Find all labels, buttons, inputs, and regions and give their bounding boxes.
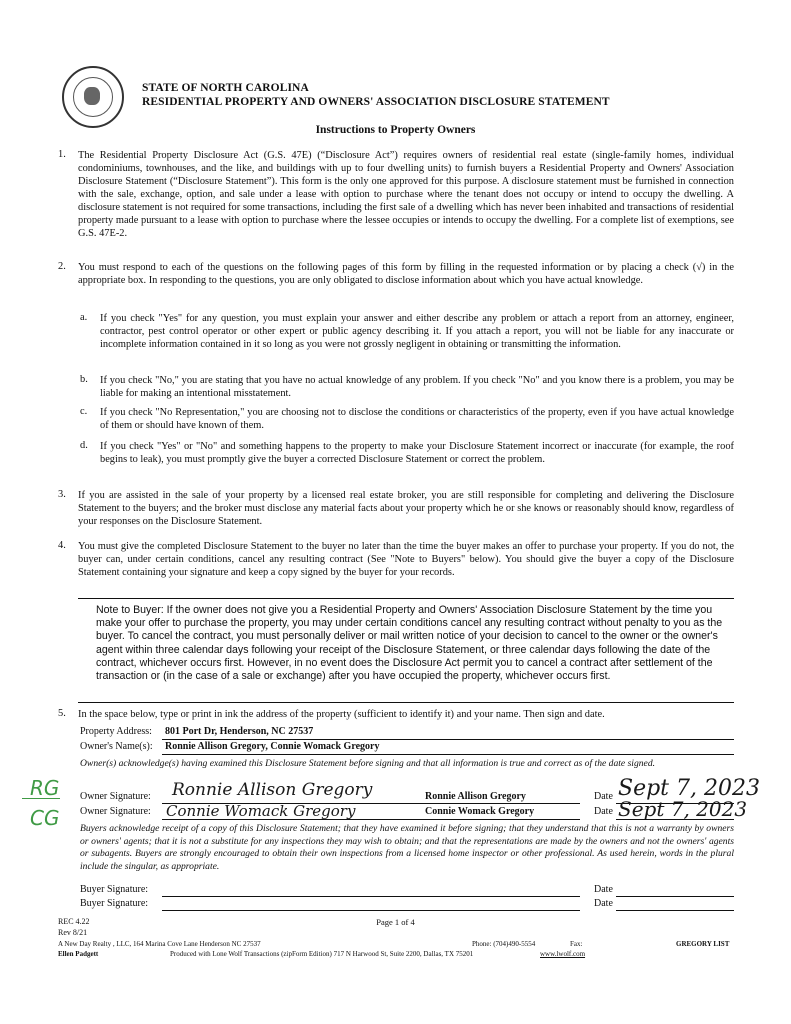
buyer1-date-label: Date	[594, 884, 613, 895]
website-link[interactable]: www.lwolf.com	[540, 950, 586, 958]
note-bottom-rule	[78, 702, 734, 703]
initials-divider	[22, 798, 60, 799]
property-address-label: Property Address:	[80, 726, 152, 737]
owner2-date-line	[616, 819, 734, 820]
page-number: Page 1 of 4	[376, 917, 415, 927]
note-top-rule	[78, 598, 734, 599]
buyer2-date-label: Date	[594, 898, 613, 909]
owner2-printed-name: Connie Womack Gregory	[425, 806, 535, 817]
owner1-handwritten-signature[interactable]: Ronnie Allison Gregory	[172, 780, 373, 800]
owner1-initials: RG	[30, 776, 60, 800]
note-to-buyer: Note to Buyer: If the owner does not give you a Residential Property and Owners' Association Disclosure Statement by the time you make your offer to purchase the property, you may under certain conditions cancel any resulting contract without penalty to you as the buyer. To cancel the contract, you must personally deliver or mail written notice of your decision to cancel to the owner or the owner's agent within three calendar days following your receipt of the Disclosure Statement, or three calendar days following the date of the contract, whichever occurs first. However, in no event does the Disclosure Act permit you to cancel a contract after settlement of the transaction or (in the case of a sale or exchange) after you have occupied the property, whichever occurs first.	[96, 604, 723, 683]
buyer1-signature-label: Buyer Signature:	[80, 884, 149, 895]
state-heading: STATE OF NORTH CAROLINA	[142, 82, 309, 94]
owners-name-label: Owner's Name(s):	[80, 741, 153, 752]
item-1-text: The Residential Property Disclosure Act (G.S. 47E) (“Disclosure Act”) requires owners of residential real estate (single-family homes, individual condominiums, townhouses, and the like, and buildings with up to four dwelling units) to furnish buyers a Residential Property and Owners' Association Disclosure Statement (“Disclosure Statement”). This form is the only one approved for this purpose. A disclosure statement must be furnished in connection with the sale, exchange, option, and sale under a lease with option to purchase where the tenant does not occupy or intend to occupy the dwelling. A disclosure statement is not required for some transactions, including the first sale of a dwelling which has never been inhabited and transactions of residential property made pursuant to a lease with option to purchase where the lessee occupies or intends to occupy the dwelling. For a complete list of exemptions, see G.S. 47E-2.	[78, 150, 734, 239]
item-2b-letter: b.	[80, 374, 88, 385]
buyer2-date-line[interactable]	[616, 910, 734, 911]
item-2-text: You must respond to each of the questions on the following pages of this form by filling in the requested information or by placing a check (√) in the appropriate box. In responding to the questions, you are only obligated to disclose information about which you have actual knowledge.	[78, 262, 734, 286]
form-title: RESIDENTIAL PROPERTY AND OWNERS' ASSOCIATION DISCLOSURE STATEMENT	[142, 96, 610, 108]
item-5-number: 5.	[58, 708, 66, 719]
buyer-acknowledgement: Buyers acknowledge receipt of a copy of this Disclosure Statement; that they have examined it before signing; that they understand that this is not a warranty by owners or owners' agents; that it is not a substitute for any inspections they may wish to obtain; and that the representations are made by the owners and not the owners' agents or subagents. Buyers are strongly encouraged to obtain their own inspections from a licensed home inspector or other professional. As used herein, words in the plural include the singular, as appropriate.	[80, 823, 734, 872]
owner2-initials: CG	[30, 806, 60, 830]
owner1-printed-name: Ronnie Allison Gregory	[425, 791, 526, 802]
owner1-date-value[interactable]: Sept 7, 2023	[618, 776, 760, 801]
agency-fax: Fax:	[570, 940, 583, 948]
item-2c-text: If you check "No Representation," you are choosing not to disclose the conditions or characteristics of the property, even if you have actual knowledge of them or should have known of them.	[100, 407, 734, 431]
buyer2-signature-label: Buyer Signature:	[80, 898, 149, 909]
owner-acknowledgement: Owner(s) acknowledge(s) having examined this Disclosure Statement before signing and that all information is true and correct as of the date signed.	[80, 758, 656, 769]
address-line	[162, 739, 734, 740]
instructions-title: Instructions to Property Owners	[315, 124, 476, 136]
state-seal-logo	[62, 66, 124, 128]
form-number: REC 4.22	[58, 917, 90, 926]
item-2a-text: If you check "Yes" for any question, you must explain your answer and either describe any problem or attach a report from an attorney, engineer, contractor, pest control operator or other expert or public agency describing it. If you attach a report, you will not be liable for any inaccurate or incomplete information contained in it so long as you were not grossly negligent in obtaining or transmitting the information.	[100, 313, 734, 350]
owner1-date-label: Date	[594, 791, 613, 802]
item-3-text: If you are assisted in the sale of your property by a licensed real estate broker, you are still responsible for completing and delivering the Disclosure Statement to the buyers; and the broker must disclose any material facts about your property which he or she knows or reasonably should know, regardless of your responses on the Disclosure Statement.	[78, 490, 734, 527]
item-3-number: 3.	[58, 489, 66, 500]
buyer2-signature-line[interactable]	[162, 910, 580, 911]
item-2d-letter: d.	[80, 440, 88, 451]
owner2-handwritten-signature[interactable]: Connie Womack Gregory	[166, 802, 356, 820]
property-address-value[interactable]: 801 Port Dr, Henderson, NC 27537	[165, 726, 314, 737]
owner2-date-label: Date	[594, 806, 613, 817]
form-revision: Rev 8/21	[58, 928, 88, 937]
item-1-number: 1.	[58, 149, 66, 160]
item-2d-text: If you check "Yes" or "No" and something happens to the property to make your Disclosure Statement incorrect or inaccurate (for example, the roof begins to leak), you must promptly give the buyer a corrected Disclosure Statement or correct the problem.	[100, 441, 734, 465]
owners-name-value[interactable]: Ronnie Allison Gregory, Connie Womack Gregory	[165, 741, 380, 752]
agent-name: Ellen Padgett	[58, 950, 99, 958]
buyer1-date-line[interactable]	[616, 896, 734, 897]
item-2c-letter: c.	[80, 406, 88, 417]
item-2b-text: If you check "No," you are stating that you have no actual knowledge of any problem. If you check "No" and you know there is a problem, you may be liable for making an intentional misstatement.	[100, 375, 734, 399]
owner1-signature-label: Owner Signature:	[80, 791, 151, 802]
item-4-number: 4.	[58, 540, 66, 551]
owner2-date-value[interactable]: Sept 7, 2023	[618, 797, 748, 821]
buyer1-signature-line[interactable]	[162, 896, 580, 897]
agency-info: A New Day Realty , LLC, 164 Marina Cove Lane Henderson NC 27537	[58, 940, 261, 948]
agency-phone: Phone: (704)490-5554	[472, 940, 536, 948]
owners-line	[162, 754, 734, 755]
item-4-text: You must give the completed Disclosure Statement to the buyer no later than the time the buyer makes an offer to purchase your property. If you do not, the buyer can, under certain conditions, cancel any resulting contract (See "Note to Buyers" below). You should give the buyer a copy of the Disclosure Statement containing your signature and keep a copy signed by the buyer for your records.	[78, 541, 734, 578]
item-2-number: 2.	[58, 261, 66, 272]
item-5-text: In the space below, type or print in ink the address of the property (sufficient to identify it) and your name. Then sign and date.	[78, 709, 605, 720]
item-2a-letter: a.	[80, 312, 88, 323]
owner2-signature-label: Owner Signature:	[80, 806, 151, 817]
listing-name: GREGORY LIST	[676, 940, 730, 948]
owner2-signature-line	[162, 819, 580, 820]
produced-with: Produced with Lone Wolf Transactions (zipForm Edition) 717 N Harwood St, Suite 2200, Dallas, TX 75201	[170, 950, 474, 958]
